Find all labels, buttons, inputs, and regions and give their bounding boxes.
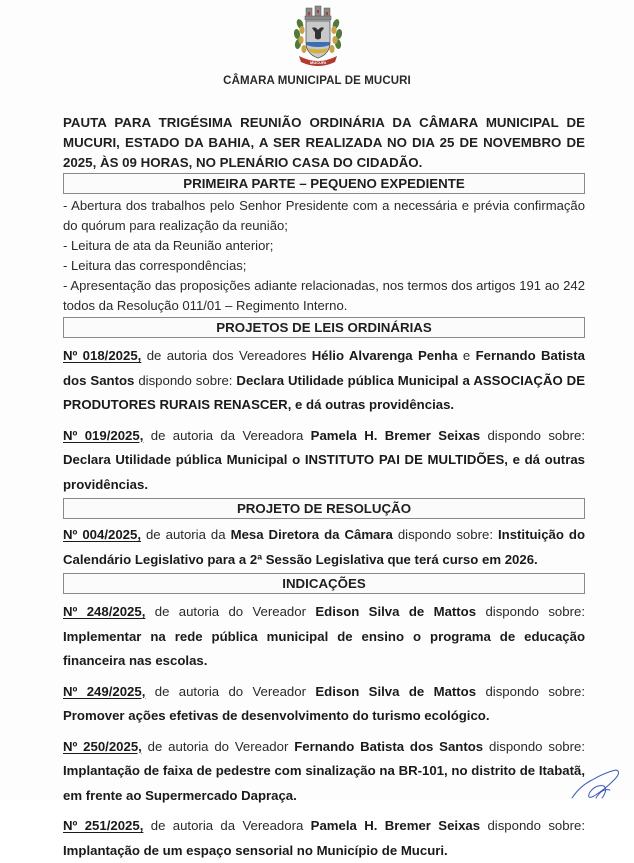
coat-of-arms-icon — [291, 4, 345, 72]
entry-text: dispondo sobre: — [483, 738, 585, 754]
entry-author: Hélio Alvarenga Penha — [311, 348, 458, 363]
entry-number: Nº 250/2025, — [63, 738, 142, 754]
list-item: - Apresentação das proposições adiante relacionadas, nos termos dos artigos 191 ao 242 todos da Resolução 011/01 – Regimento Interno. — [63, 278, 585, 313]
agenda-entry — [63, 735, 585, 809]
crest-banner-text: MUCURI — [310, 60, 326, 65]
section-header-indicacoes: INDICAÇÕES — [63, 573, 585, 594]
agenda-entry — [63, 344, 585, 418]
entry-author: Pamela H. Bremer Seixas — [310, 818, 481, 833]
entry-text: dispondo sobre: — [480, 427, 585, 443]
entry-text: de autoria da Vereadora — [143, 427, 311, 443]
list-item: - Leitura de ata da Reunião anterior; — [63, 238, 274, 253]
entry-number: Nº 004/2025, — [63, 527, 141, 542]
entry-text: de autoria da — [141, 527, 231, 542]
entry-author: Edison Silva de Mattos — [315, 683, 477, 699]
agenda-entry — [63, 523, 585, 572]
entry-subject: Promover ações efetivas de desenvolvimento do turismo ecológico. — [63, 708, 490, 723]
entry-text: de autoria do Vereador — [141, 738, 295, 754]
entry-subject: Declara Utilidade pública Municipal a ASSOCIAÇÃO DE PRODUTORES RURAIS RENASCER, e dá outras providências. — [63, 372, 586, 412]
section-header-projetos-leis: PROJETOS DE LEIS ORDINÁRIAS — [63, 317, 585, 338]
agenda-entry — [63, 680, 585, 729]
entry-number: Nº 019/2025, — [63, 427, 144, 443]
entry-text: dispondo sobre: — [476, 683, 585, 699]
entry-text: dispondo sobre: — [134, 372, 237, 388]
agenda-entry — [63, 600, 585, 674]
entry-text: e — [457, 348, 476, 363]
entry-text: dispondo sobre: — [480, 818, 585, 833]
agenda-entry — [63, 814, 585, 863]
entry-author: Fernando Batista dos Santos — [63, 348, 585, 388]
entry-number: Nº 249/2025, — [63, 683, 146, 699]
primeira-parte-items — [63, 196, 585, 316]
agenda-title: PAUTA PARA TRIGÉSIMA REUNIÃO ORDINÁRIA DA CÂMARA MUNICIPAL DE MUCURI, ESTADO DA BAHIA, A SER REALIZADA NO DIA 25 DE NOVEMBRO DE 2025, ÀS 09 HORAS, NO PLENÁRIO CASA DO CIDADÃO. — [63, 115, 585, 170]
signature-icon — [566, 766, 626, 800]
entry-subject: Instituição do Calendário Legislativo para a 2ª Sessão Legislativa que terá curso em 2026. — [63, 527, 586, 567]
entry-subject: Implementar na rede pública municipal de ensino o programa de educação financeira nas escolas. — [63, 628, 585, 668]
entry-subject: Implantação de faixa de pedestre com sinalização na BR-101, no distrito de Itabatã, em frente ao Supermercado Dapraça. — [63, 763, 585, 803]
entry-text: de autoria dos Vereadores — [141, 348, 312, 363]
entry-number: Nº 018/2025, — [63, 348, 142, 363]
entry-number: Nº 251/2025, — [63, 818, 144, 833]
agenda-entry — [63, 424, 585, 498]
section-header-primeira-parte: PRIMEIRA PARTE – PEQUENO EXPEDIENTE — [63, 173, 585, 194]
entry-author: Mesa Diretora da Câmara — [230, 527, 393, 542]
entry-text: dispondo sobre: — [476, 604, 585, 619]
entry-author: Pamela H. Bremer Seixas — [310, 427, 481, 443]
entry-subject: Implantação de um espaço sensorial no Município de Mucuri. — [63, 842, 448, 858]
entry-subject: Declara Utilidade pública Municipal o INSTITUTO PAI DE MULTIDÕES, e dá outras providências. — [63, 452, 585, 492]
entry-text: de autoria da Vereadora — [143, 818, 311, 833]
chamber-name: CÂMARA MUNICIPAL DE MUCURI — [223, 75, 411, 87]
section-header-projeto-resolucao: PROJETO DE RESOLUÇÃO — [63, 498, 585, 519]
list-item: - Leitura das correspondências; — [63, 258, 247, 273]
entry-text: de autoria do Vereador — [145, 683, 316, 699]
entry-author: Fernando Batista dos Santos — [294, 738, 484, 754]
entry-author: Edison Silva de Mattos — [315, 604, 477, 619]
agenda-content — [63, 113, 585, 863]
entry-text: dispondo sobre: — [392, 527, 498, 542]
entry-number: Nº 248/2025, — [63, 604, 146, 619]
list-item: - Abertura dos trabalhos pelo Senhor Presidente com a necessária e prévia confirmação do quórum para realização da reunião; — [63, 198, 585, 233]
entry-text: de autoria do Vereador — [145, 604, 316, 619]
